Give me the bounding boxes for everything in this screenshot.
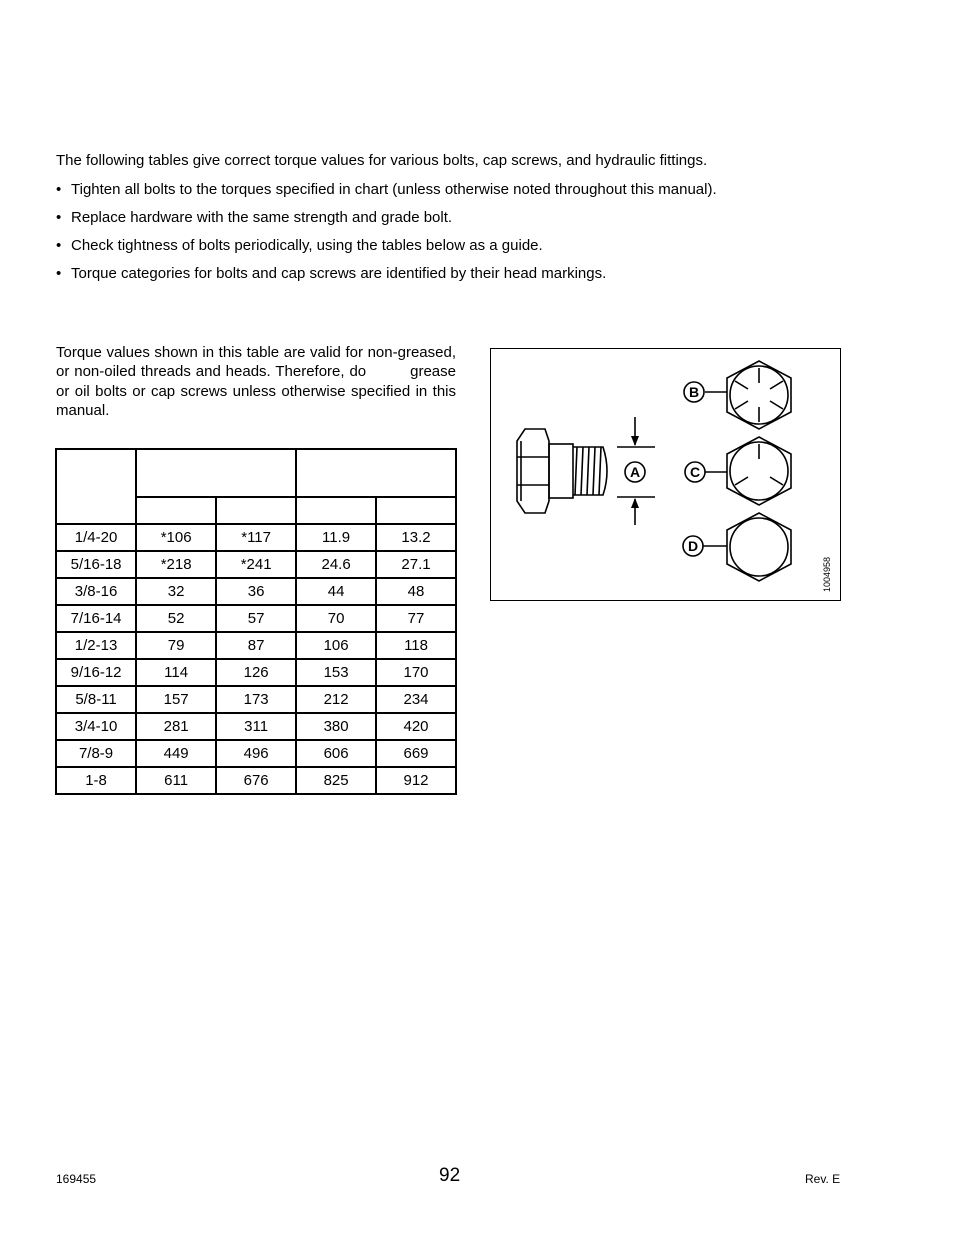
note-line: Torque values shown in this table are valid for non-greased, bbox=[56, 344, 456, 361]
header-cell-size bbox=[56, 449, 136, 524]
bolt-size-cell: 7/8-9 bbox=[56, 740, 136, 767]
value-cell: 27.1 bbox=[376, 551, 456, 578]
page-number: 92 bbox=[439, 1165, 461, 1186]
table-row bbox=[56, 713, 456, 740]
table-row bbox=[56, 632, 456, 659]
note-line: grease bbox=[410, 363, 456, 381]
table-row bbox=[56, 767, 456, 794]
value-cell: 77 bbox=[376, 605, 456, 632]
bolt-threads bbox=[573, 447, 607, 495]
bolt-size-cell: 3/8-16 bbox=[56, 578, 136, 605]
value-cell: 44 bbox=[296, 578, 376, 605]
value-cell: 79 bbox=[136, 632, 216, 659]
subheader-cell bbox=[376, 497, 456, 524]
value-cell: 611 bbox=[136, 767, 216, 794]
value-cell: 449 bbox=[136, 740, 216, 767]
value-cell: 118 bbox=[376, 632, 456, 659]
value-cell: 52 bbox=[136, 605, 216, 632]
value-cell: 420 bbox=[376, 713, 456, 740]
value-cell: 669 bbox=[376, 740, 456, 767]
value-cell: 126 bbox=[216, 659, 296, 686]
subheader-cell bbox=[216, 497, 296, 524]
callout-a-label: A bbox=[629, 464, 641, 480]
bullet-glyph: • bbox=[56, 265, 62, 282]
value-cell: 212 bbox=[296, 686, 376, 713]
guideline-list bbox=[56, 180, 717, 292]
note-line: this manual. bbox=[56, 382, 456, 419]
table-row bbox=[56, 578, 456, 605]
guideline-item bbox=[56, 236, 717, 264]
figure-id: 1004958 bbox=[822, 556, 832, 592]
value-cell: 153 bbox=[296, 659, 376, 686]
value-cell: 311 bbox=[216, 713, 296, 740]
intro-text: The following tables give correct torque values for various bolts, cap screws, and hydraulic fittings. bbox=[56, 152, 708, 169]
value-cell: 825 bbox=[296, 767, 376, 794]
header-cell-group-2 bbox=[296, 449, 456, 497]
value-cell: 11.9 bbox=[296, 524, 376, 551]
bolt-size-cell: 9/16-12 bbox=[56, 659, 136, 686]
note-line: or non-oiled threads and heads. Therefore, do bbox=[56, 363, 367, 381]
value-cell: 57 bbox=[216, 605, 296, 632]
subheader-cell bbox=[296, 497, 376, 524]
value-cell: *106 bbox=[136, 524, 216, 551]
doc-number: 169455 bbox=[56, 1172, 97, 1186]
guideline-text: Torque categories for bolts and cap screws are identified by their head markings. bbox=[71, 265, 607, 282]
value-cell: 87 bbox=[216, 632, 296, 659]
value-cell: 496 bbox=[216, 740, 296, 767]
bolt-head-markings-figure bbox=[490, 348, 841, 601]
hex-head-d bbox=[727, 513, 791, 581]
header-cell-group-1 bbox=[136, 449, 296, 497]
bolt-size-cell: 1/4-20 bbox=[56, 524, 136, 551]
value-cell: 170 bbox=[376, 659, 456, 686]
value-cell: 606 bbox=[296, 740, 376, 767]
table-row bbox=[56, 605, 456, 632]
value-cell: 234 bbox=[376, 686, 456, 713]
value-cell: 32 bbox=[136, 578, 216, 605]
value-cell: *218 bbox=[136, 551, 216, 578]
table-row bbox=[56, 686, 456, 713]
torque-table bbox=[55, 448, 457, 795]
note-line: or oil bolts or cap screws unless otherwise specified in bbox=[56, 382, 428, 400]
guideline-text: Tighten all bolts to the torques specified in chart (unless otherwise noted throughout this manual). bbox=[71, 181, 717, 198]
guideline-text: Replace hardware with the same strength and grade bolt. bbox=[71, 209, 453, 226]
value-cell: 912 bbox=[376, 767, 456, 794]
value-cell: 281 bbox=[136, 713, 216, 740]
table-body bbox=[56, 524, 456, 794]
guideline-item bbox=[56, 264, 717, 292]
table-row bbox=[56, 524, 456, 551]
revision: Rev. E bbox=[805, 1172, 841, 1186]
guideline-item bbox=[56, 208, 717, 236]
value-cell: *241 bbox=[216, 551, 296, 578]
bullet-glyph: • bbox=[56, 181, 62, 198]
table-row bbox=[56, 740, 456, 767]
value-cell: 70 bbox=[296, 605, 376, 632]
callout-c-label: C bbox=[689, 464, 701, 480]
bullet-glyph: • bbox=[56, 237, 62, 254]
bolt-size-cell: 1-8 bbox=[56, 767, 136, 794]
value-cell: 676 bbox=[216, 767, 296, 794]
bullet-glyph: • bbox=[56, 209, 62, 226]
table-row bbox=[56, 551, 456, 578]
callout-b-label: B bbox=[688, 384, 700, 400]
bolt-size-cell: 3/4-10 bbox=[56, 713, 136, 740]
guideline-text: Check tightness of bolts periodically, using the tables below as a guide. bbox=[71, 237, 543, 254]
bolt-size-cell: 5/8-11 bbox=[56, 686, 136, 713]
torque-note-paragraph bbox=[56, 343, 456, 420]
callout-d-label: D bbox=[687, 538, 699, 554]
value-cell: 48 bbox=[376, 578, 456, 605]
value-cell: 157 bbox=[136, 686, 216, 713]
value-cell: 380 bbox=[296, 713, 376, 740]
value-cell: 36 bbox=[216, 578, 296, 605]
bolt-size-cell: 1/2-13 bbox=[56, 632, 136, 659]
value-cell: *117 bbox=[216, 524, 296, 551]
value-cell: 13.2 bbox=[376, 524, 456, 551]
bolt-diagram bbox=[491, 349, 840, 600]
guideline-item bbox=[56, 180, 717, 208]
value-cell: 24.6 bbox=[296, 551, 376, 578]
bolt-size-cell: 7/16-14 bbox=[56, 605, 136, 632]
value-cell: 114 bbox=[136, 659, 216, 686]
bolt-size-cell: 5/16-18 bbox=[56, 551, 136, 578]
table-row bbox=[56, 659, 456, 686]
value-cell: 173 bbox=[216, 686, 296, 713]
bolt-shank bbox=[549, 444, 573, 498]
value-cell: 106 bbox=[296, 632, 376, 659]
table-header-row bbox=[56, 449, 456, 497]
subheader-cell bbox=[136, 497, 216, 524]
